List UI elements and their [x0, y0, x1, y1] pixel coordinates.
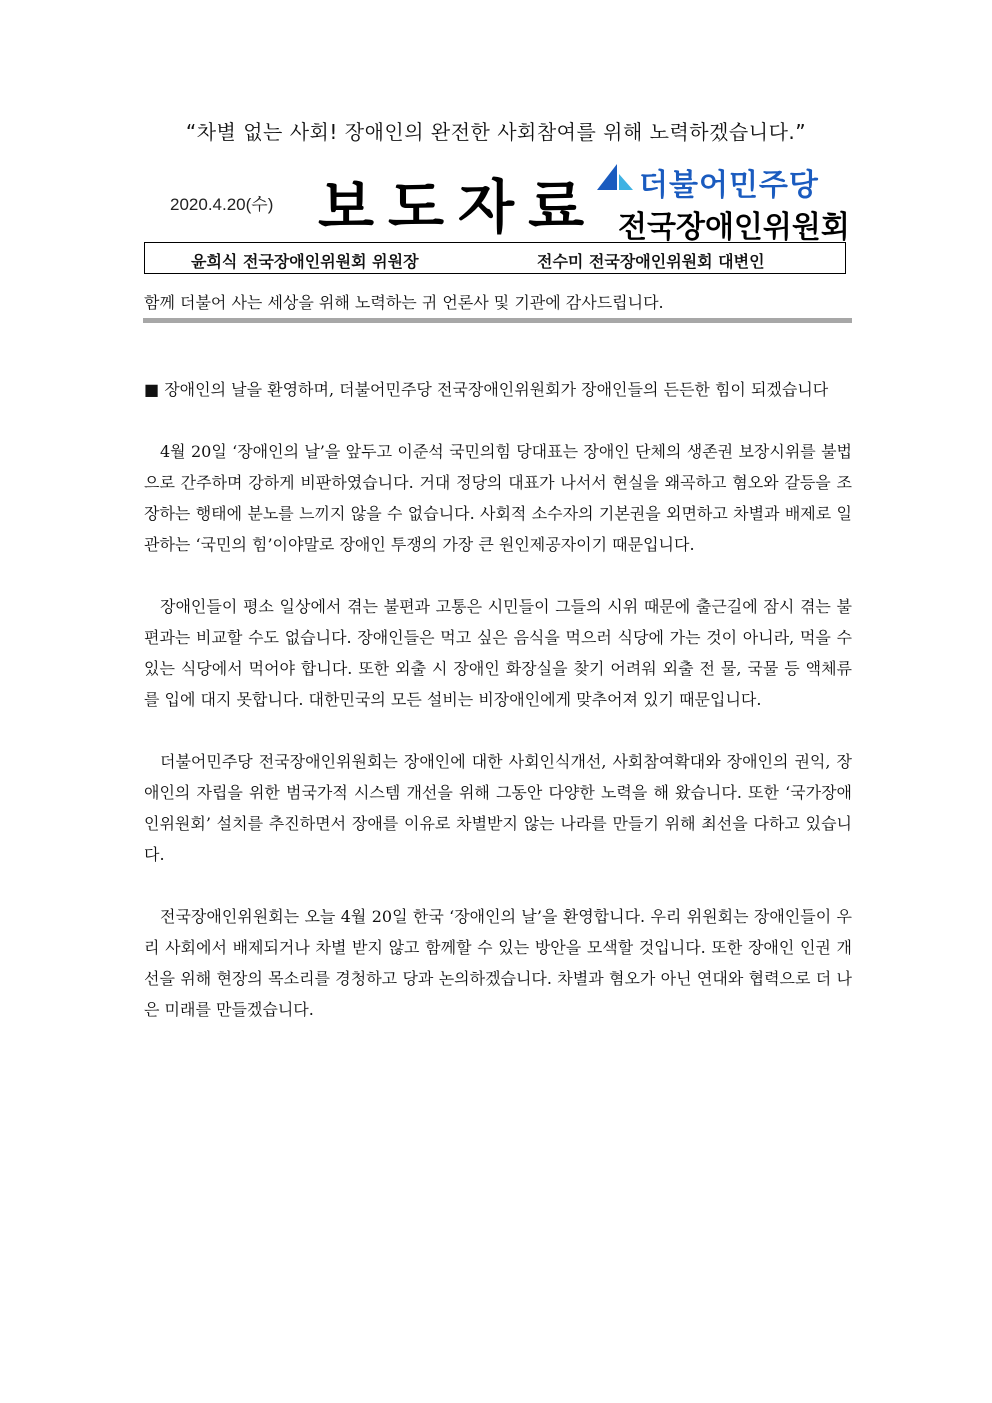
- body-paragraph-3: 더불어민주당 전국장애인위원회는 장애인에 대한 사회인식개선, 사회참여확대와 장애인의 권익, 장애인의 자립을 위한 범국가적 시스템 개선을 위해 그동안 다양한 노력을 해 왔습니다. 또한 ‘국가장애인위원회’ 설치를 추진하면서 장애를 이유로 차별받지 않는 나라를 만들기 위해 최선을 다하고 있습니다.: [144, 752, 852, 864]
- body-paragraph-2: 장애인들이 평소 일상에서 겪는 불편과 고통은 시민들이 그들의 시위 때문에 출근길에 잠시 겪는 불편과는 비교할 수도 없습니다. 장애인들은 먹고 싶은 음식을 먹으러 식당에 가는 것이 아니라, 먹을 수 있는 식당에서 먹어야 합니다. 또한 외출 시 장애인 화장실을 찾기 어려워 외출 전 물, 국물 등 액체류를 입에 대지 못합니다. 대한민국의 모든 설비는 비장애인에게 맞추어져 있기 때문입니다.: [144, 597, 852, 709]
- body-paragraph-1: 4월 20일 ‘장애인의 날’을 앞두고 이준석 국민의힘 당대표는 장애인 단체의 생존권 보장시위를 불법으로 간주하며 강하게 비판하였습니다. 거대 정당의 대표가 나서서 현실을 왜곡하고 혐오와 갈등을 조장하는 행태에 분노를 느끼지 않을 수 없습니다. 사회적 소수자의 기본권을 외면하고 차별과 배제로 일관하는 ‘국민의 힘’이야말로 장애인 투쟁의 가장 큰 원인제공자이기 때문입니다.: [144, 442, 852, 554]
- party-logo-text: 더불어민주당: [639, 168, 819, 203]
- party-logo-icon: [593, 160, 635, 196]
- square-bullet-icon: ■: [144, 380, 160, 399]
- body-heading-text: 장애인의 날을 환영하며, 더불어민주당 전국장애인위원회가 장애인들의 든든한 힘이 되겠습니다: [164, 380, 829, 399]
- contact-box: [144, 242, 846, 274]
- body-paragraph-4: 전국장애인위원회는 오늘 4월 20일 한국 ‘장애인의 날’을 환영합니다. 우리 위원회는 장애인들이 우리 사회에서 배제되거나 차별 받지 않고 함께할 수 있는 방안을 모색할 것입니다. 또한 장애인 인권 개선을 위해 현장의 목소리를 경청하고 당과 논의하겠습니다. 차별과 혐오가 아닌 연대와 협력으로 더 나은 미래를 만들겠습니다.: [144, 907, 852, 1019]
- contact-chair: 윤희식 전국장애인위원회 위원장: [191, 252, 419, 271]
- body-heading: [144, 374, 852, 405]
- release-date: 2020.4.20(수): [170, 195, 274, 214]
- party-logo: [593, 160, 838, 203]
- slogan: “차별 없는 사회! 장애인의 완전한 사회참여를 위해 노력하겠습니다.”: [185, 120, 807, 144]
- press-release-title: 보도자료: [318, 173, 599, 241]
- press-body: [144, 374, 852, 1056]
- contact-spokesperson: 전수미 전국장애인위원회 대변인: [537, 252, 765, 271]
- thanks-line: 함께 더불어 사는 세상을 위해 노력하는 귀 언론사 및 기관에 감사드립니다.: [144, 293, 664, 312]
- header-divider: [143, 318, 852, 323]
- committee-name: 전국장애인위원회: [618, 210, 850, 245]
